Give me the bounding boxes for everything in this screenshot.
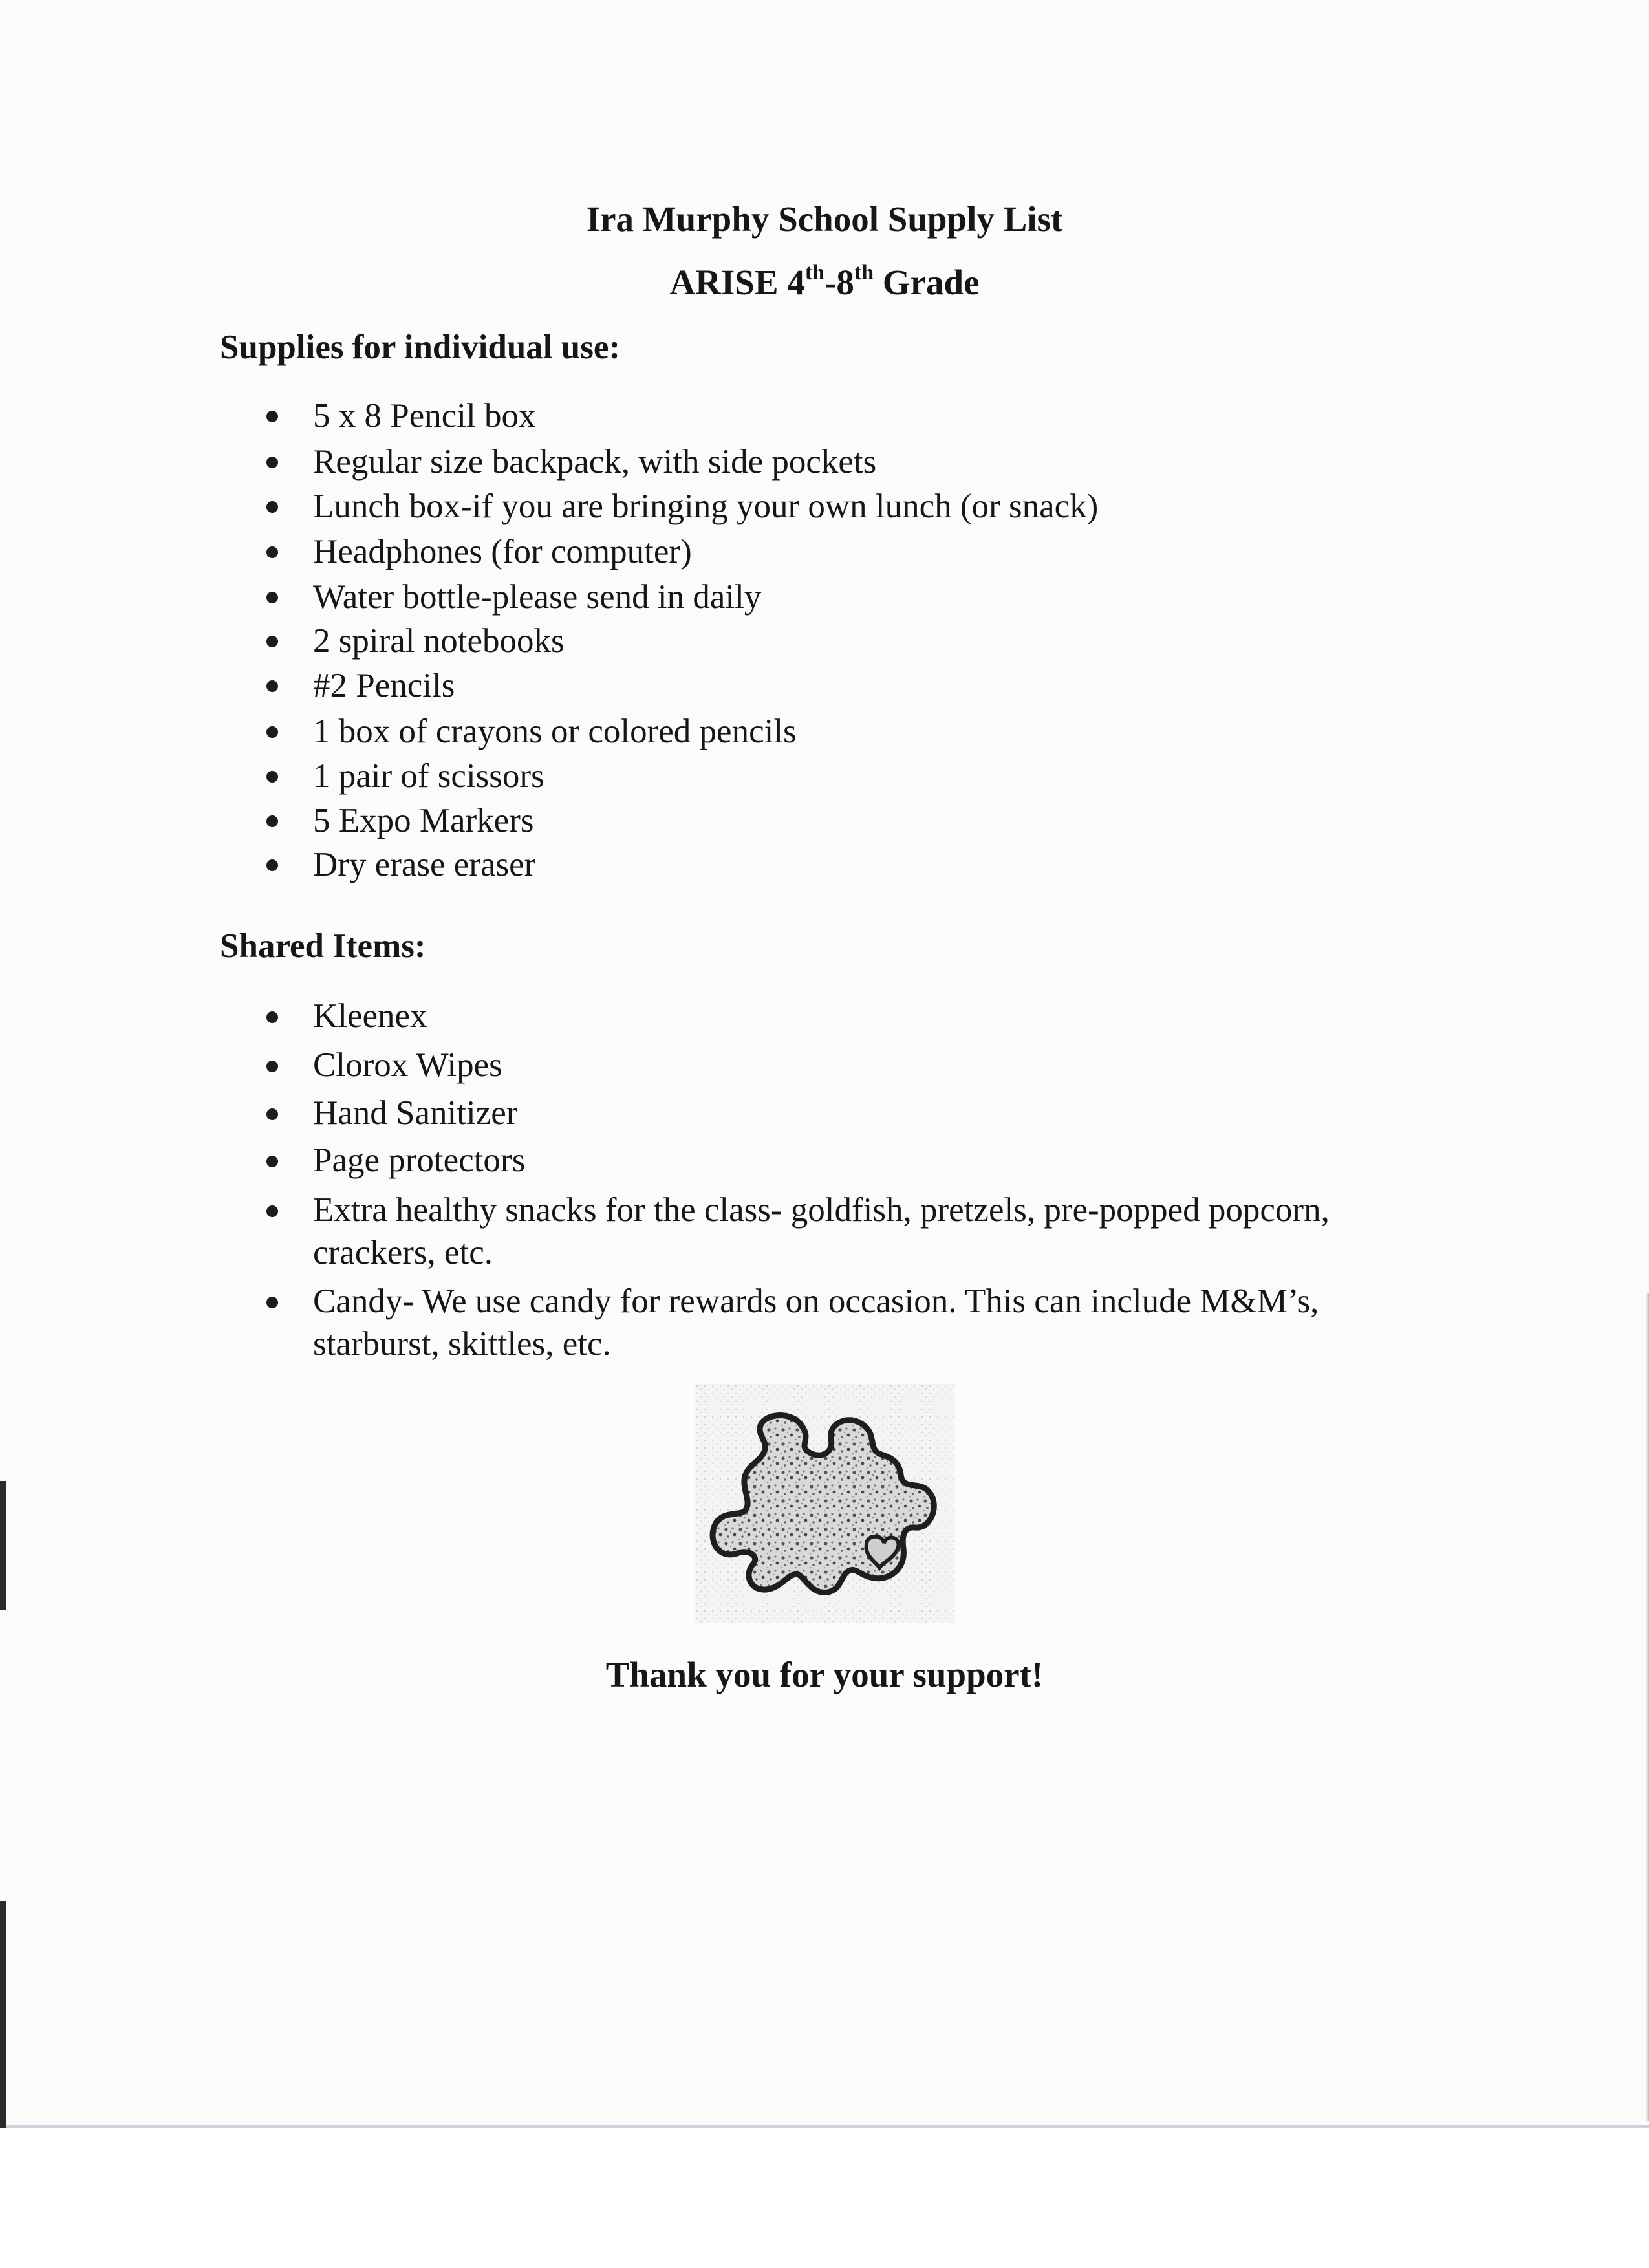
right-edge-shadow <box>1646 1293 1649 2121</box>
bullet-icon <box>266 1108 278 1120</box>
individual-supplies-heading: Supplies for individual use: <box>220 329 621 366</box>
bullet-icon <box>266 1156 278 1167</box>
bullet-icon <box>266 726 278 738</box>
bullet-icon <box>266 457 278 468</box>
bullet-icon <box>266 411 278 422</box>
scanner-background <box>0 2128 1649 2268</box>
thank-you-message: Thank you for your support! <box>605 1655 1044 1694</box>
bullet-icon <box>266 1061 278 1072</box>
grade-subtitle: ARISE 4th-8th Grade <box>669 260 980 302</box>
page-title: Ira Murphy School Supply List <box>586 199 1063 239</box>
left-edge-shadow <box>0 1901 6 2128</box>
bullet-icon <box>266 1011 278 1023</box>
shared-items-heading: Shared Items: <box>220 927 426 965</box>
bullet-icon <box>266 546 278 558</box>
bullet-icon <box>266 1205 278 1217</box>
bullet-icon <box>266 592 278 603</box>
bullet-icon <box>266 636 278 647</box>
puzzle-piece-icon <box>695 1384 954 1623</box>
bullet-icon <box>266 859 278 871</box>
bullet-icon <box>266 815 278 827</box>
bullet-icon <box>266 501 278 513</box>
bullet-icon <box>266 1297 278 1308</box>
bullet-icon <box>266 680 278 692</box>
bullet-icon <box>266 771 278 783</box>
left-edge-shadow <box>0 1481 6 1610</box>
